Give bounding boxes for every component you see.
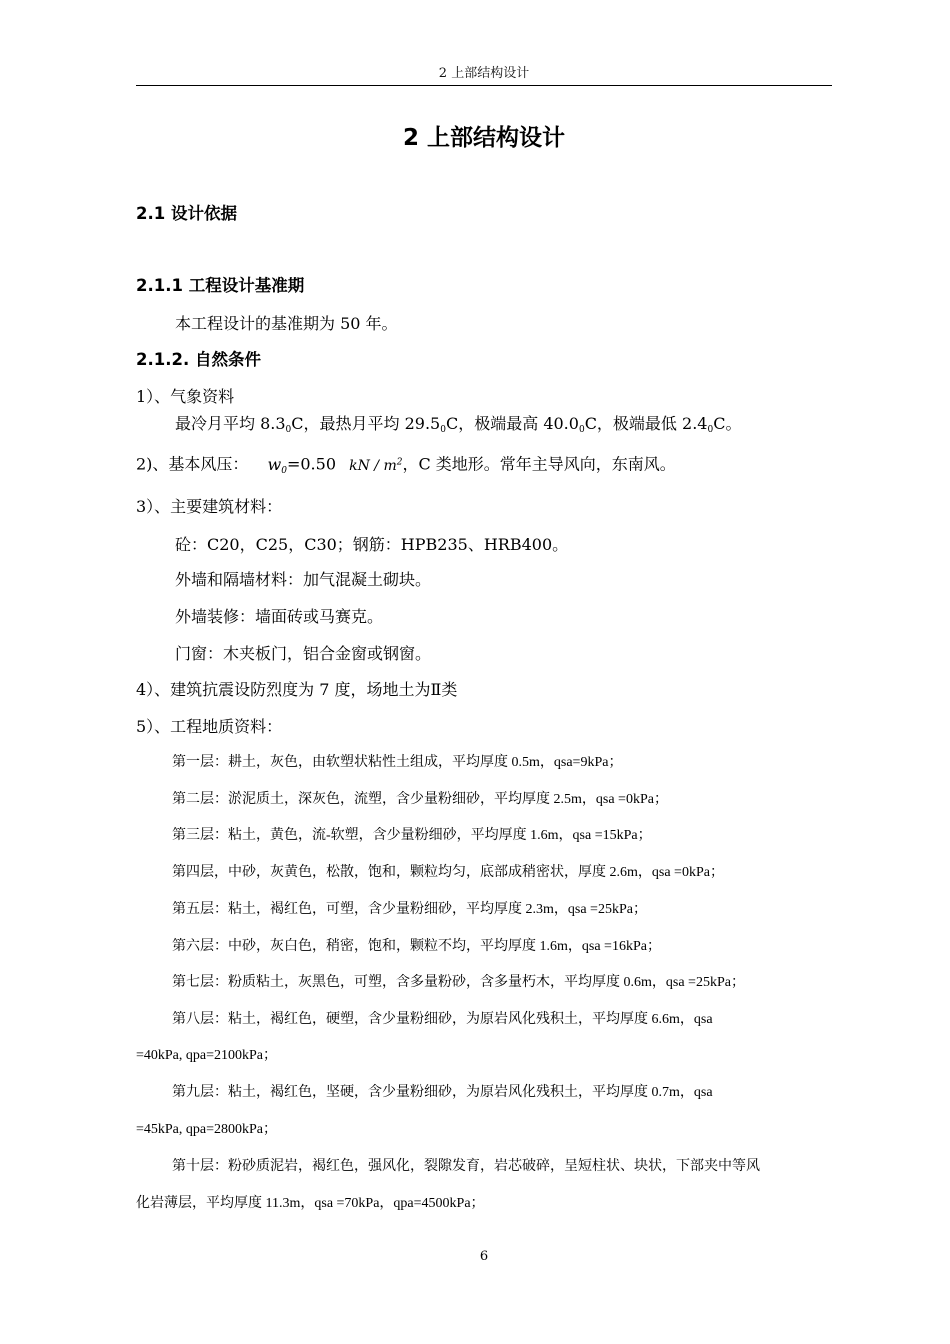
geology-layer-3: 第三层：粘土，黄色，流-软塑，含少量粉细砂，平均厚度 1.6m，qsa =15kPa； [172, 828, 652, 843]
materials-finishes: 外墙装修：墙面砖或马赛克。 [175, 607, 384, 626]
running-header: 2 上部结构设计 [438, 66, 530, 81]
section-heading-2-1: 2.1 设计依据 [136, 204, 237, 223]
page-number: 6 [479, 1249, 489, 1264]
geology-layer-6: 第六层：中砂，灰白色，稍密，饱和，颗粒不均，平均厚度 1.6m，qsa =16kPa； [172, 939, 661, 954]
item-seismic: 4）、建筑抗震设防烈度为 7 度，场地土为Ⅱ类 [136, 680, 458, 699]
geology-layer-8: 第八层：粘土，褐红色，硬塑，含少量粉细砂，为原岩风化残积土，平均厚度 6.6m，qsa [172, 1012, 713, 1027]
wind-formula-unit: kN / $m^2$ [349, 457, 403, 474]
item-climate-label: 1）、气象资料 [136, 387, 235, 406]
section-heading-2-1-1: 2.1.1 工程设计基准期 [136, 276, 305, 295]
geology-layer-2: 第二层：淤泥质土，深灰色，流塑，含少量粉细砂，平均厚度 2.5m，qsa =0kPa； [172, 792, 668, 807]
geology-layer-7: 第七层：粉质粘土，灰黑色，可塑，含多量粉砂，含多量朽木，平均厚度 0.6m，qsa =25kPa； [172, 975, 745, 990]
item-materials-label: 3）、主要建筑材料： [136, 497, 283, 516]
header-rule [136, 85, 832, 86]
item-geology-label: 5）、工程地质资料： [136, 717, 283, 736]
paragraph-design-period: 本工程设计的基准期为 50 年。 [175, 314, 398, 333]
geology-layer-9: 第九层：粘土，褐红色，坚硬，含少量粉细砂，为原岩风化残积土，平均厚度 0.7m，qsa [172, 1085, 713, 1100]
climate-temperatures: 最冷月平均 $8.3_0C$，最热月平均 $29.5_0C$，极端最高 $40.0_0C$，极端最低 $2.4_0C$。 [175, 414, 742, 435]
materials-walls: 外墙和隔墙材料：加气混凝土砌块。 [175, 570, 432, 589]
section-heading-2-1-2: 2.1.2. 自然条件 [136, 350, 261, 369]
geology-layer-9-cont: =45kPa, qpa=2800kPa； [136, 1122, 278, 1137]
geology-layer-1: 第一层：耕土，灰色，由软塑状粘性土组成，平均厚度 0.5m，qsa=9kPa； [172, 755, 623, 770]
geology-layer-10: 第十层：粉砂质泥岩，褐红色，强风化，裂隙发育，岩芯破碎，呈短柱状、块状，下部夹中等风 [172, 1159, 760, 1174]
materials-concrete-steel: 砼：C20，C25，C30；钢筋：HPB235、HRB400。 [175, 535, 569, 554]
wind-formula-w: $w_0$ [267, 454, 287, 476]
geology-layer-8-cont: =40kPa, qpa=2100kPa； [136, 1048, 278, 1063]
geology-layer-4: 第四层，中砂，灰黄色，松散，饱和，颗粒均匀，底部成稍密状，厚度 2.6m，qsa =0kPa； [172, 865, 724, 880]
item-wind-pressure: 2)、基本风压： $w_0=0.50$ kN / $m^2$，C 类地形。常年主导风向，东南风。 [136, 454, 676, 476]
geology-layer-5: 第五层：粘土，褐红色，可塑，含少量粉细砂，平均厚度 2.3m，qsa =25kPa； [172, 902, 647, 917]
geology-layer-10-cont: 化岩薄层，平均厚度 11.3m，qsa =70kPa，qpa=4500kPa； [136, 1196, 485, 1211]
chapter-title: 2 上部结构设计 [402, 125, 565, 151]
materials-doors-windows: 门窗：木夹板门，铝合金窗或钢窗。 [175, 644, 432, 663]
